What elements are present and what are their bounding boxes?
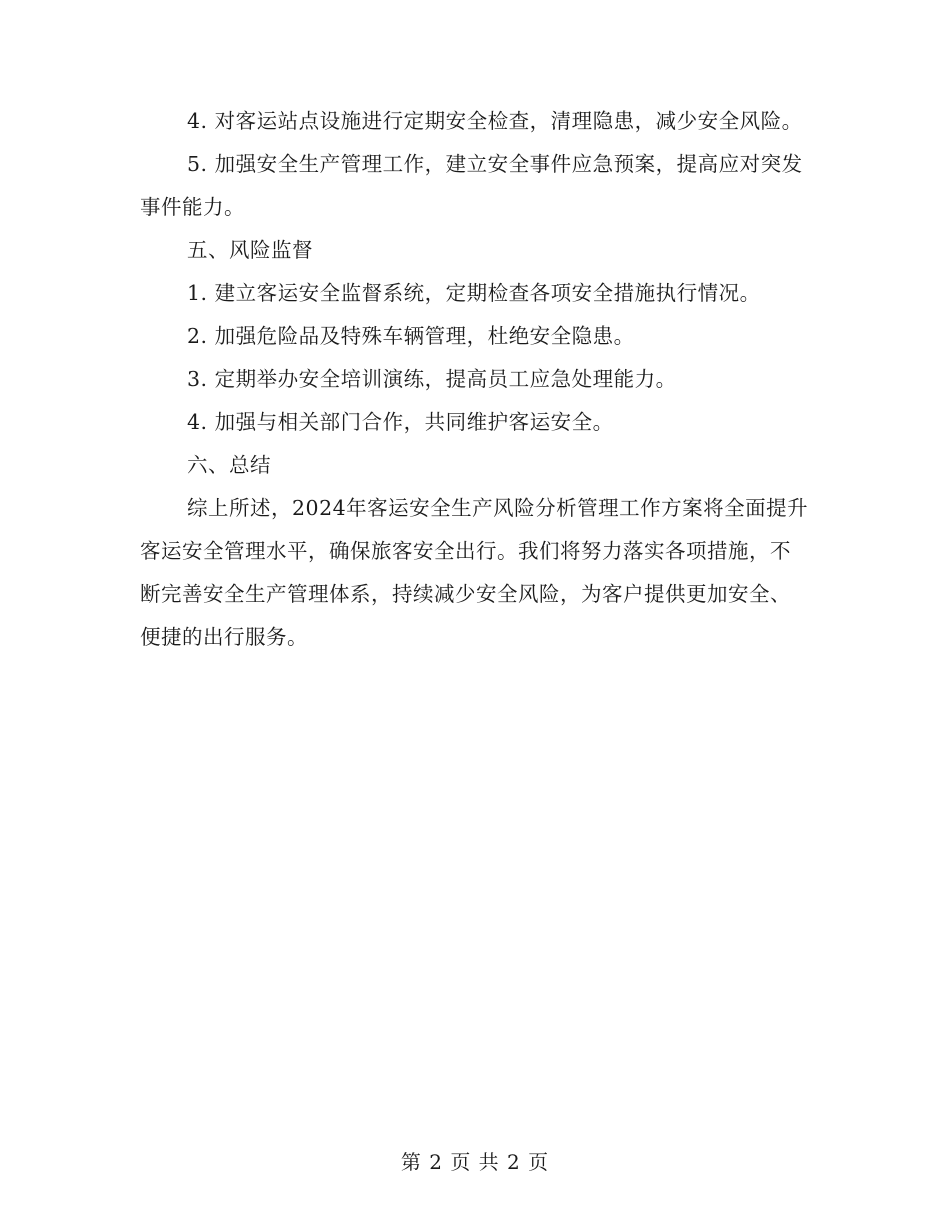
section-heading-summary: 六、总结 [187, 453, 271, 477]
list-item-5-management: 5. 加强安全生产管理工作，建立安全事件应急预案，提高应对突发事件能力。 [140, 152, 803, 219]
section-heading-risk-supervision: 五、风险监督 [187, 238, 313, 262]
page-footer: 第 2 页 共 2 页 [400, 1150, 550, 1174]
list-item-4-cooperation: 4. 加强与相关部门合作，共同维护客运安全。 [187, 410, 614, 434]
summary-paragraph: 综上所述，2024年客运安全生产风险分析管理工作方案将全面提升客运安全管理水平，确保旅客安全出行。我们将努力落实各项措施，不断完善安全生产管理体系，持续减少安全风险，为客户提供更加安全、便捷的出行服务。 [140, 496, 809, 649]
document-body [140, 100, 810, 659]
list-item-1-supervision-system: 1. 建立客运安全监督系统，定期检查各项安全措施执行情况。 [187, 281, 761, 305]
list-item-4-inspection: 4. 对客运站点设施进行定期安全检查，清理隐患，减少安全风险。 [187, 109, 803, 133]
list-item-2-hazardous-goods: 2. 加强危险品及特殊车辆管理，杜绝安全隐患。 [187, 324, 635, 348]
list-item-3-training: 3. 定期举办安全培训演练，提高员工应急处理能力。 [187, 367, 677, 391]
